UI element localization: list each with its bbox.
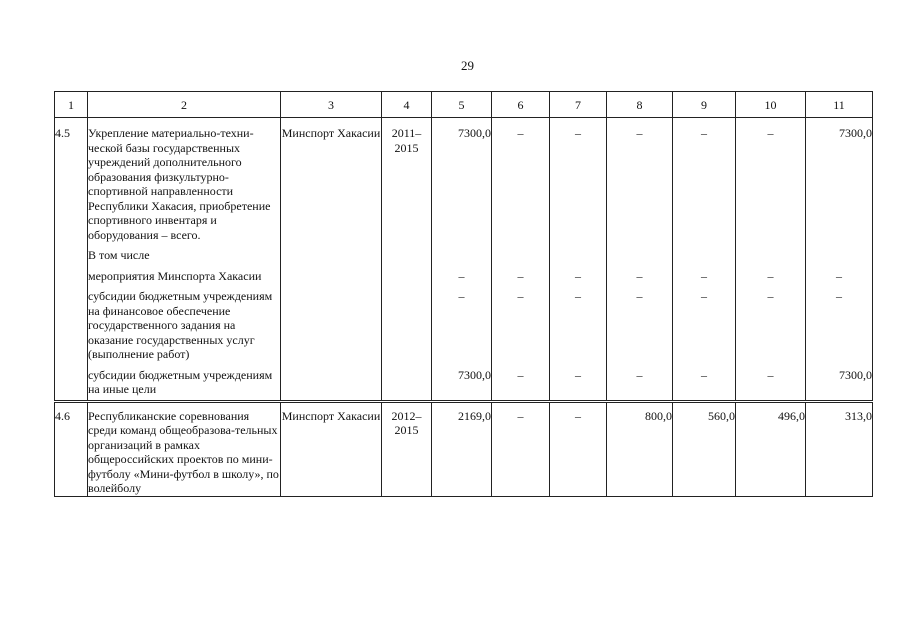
cell-col6: – [492, 362, 550, 402]
row-executor [281, 263, 382, 284]
cell-col5 [432, 242, 492, 263]
cell-col8: – [607, 283, 673, 362]
cell-col9: – [673, 362, 736, 402]
cell-col5: – [432, 283, 492, 362]
row-number: 4.6 [55, 401, 88, 496]
row-name: мероприятия Минспорта Хакасии [88, 263, 281, 284]
row-years [382, 362, 432, 402]
table-row [55, 401, 873, 496]
cell-col6: – [492, 283, 550, 362]
cell-col9: – [673, 263, 736, 284]
cell-col8 [607, 242, 673, 263]
cell-col11: 7300,0 [806, 362, 873, 402]
row-name: В том числе [88, 242, 281, 263]
row-executor [281, 283, 382, 362]
row-years: 2011–2015 [382, 118, 432, 243]
cell-col11: – [806, 263, 873, 284]
header-row [55, 92, 873, 118]
cell-col5: 7300,0 [432, 362, 492, 402]
cell-col7: – [550, 401, 607, 496]
page-number: 29 [461, 58, 474, 73]
cell-col11: 313,0 [806, 401, 873, 496]
cell-col7: – [550, 283, 607, 362]
cell-col8: – [607, 362, 673, 402]
cell-col10: 496,0 [736, 401, 806, 496]
cell-col9: – [673, 118, 736, 243]
cell-col8: – [607, 118, 673, 243]
cell-col10: – [736, 263, 806, 284]
header-cell: 4 [382, 92, 432, 118]
program-table [54, 91, 873, 497]
header-cell: 5 [432, 92, 492, 118]
cell-col5: – [432, 263, 492, 284]
row-name: субсидии бюджетным учреждениям на финансовое обеспечение государственного задания на оказание государственных услуг (выполнение работ) [88, 283, 281, 362]
cell-col7: – [550, 263, 607, 284]
header-cell: 11 [806, 92, 873, 118]
row-name: субсидии бюджетным учреждениям на иные цели [88, 362, 281, 402]
header-cell: 3 [281, 92, 382, 118]
cell-col11 [806, 242, 873, 263]
cell-col5: 7300,0 [432, 118, 492, 243]
cell-col9: – [673, 283, 736, 362]
cell-col8: 800,0 [607, 401, 673, 496]
row-executor: Минспорт Хакасии [281, 118, 382, 243]
cell-col8: – [607, 263, 673, 284]
table-row [55, 242, 873, 263]
row-number [55, 263, 88, 284]
row-name: Укрепление материально-техни-ческой базы государственных учреждений дополнительного образования физкультурно-спортивной направленности Республики Хакасия, приобретение спортивного инвентаря и оборудования – всего. [88, 118, 281, 243]
cell-col6 [492, 242, 550, 263]
cell-col6: – [492, 401, 550, 496]
header-cell: 2 [88, 92, 281, 118]
cell-col7: – [550, 362, 607, 402]
cell-col9 [673, 242, 736, 263]
row-years [382, 283, 432, 362]
header-cell: 6 [492, 92, 550, 118]
header-cell: 9 [673, 92, 736, 118]
cell-col6: – [492, 118, 550, 243]
cell-col11: 7300,0 [806, 118, 873, 243]
row-number [55, 283, 88, 362]
table-row [55, 263, 873, 284]
header-cell: 8 [607, 92, 673, 118]
table-row [55, 118, 873, 243]
cell-col10: – [736, 283, 806, 362]
row-years: 2012–2015 [382, 401, 432, 496]
cell-col7: – [550, 118, 607, 243]
cell-col10: – [736, 118, 806, 243]
row-number [55, 242, 88, 263]
row-executor: Минспорт Хакасии [281, 401, 382, 496]
table-row [55, 362, 873, 402]
header-cell: 7 [550, 92, 607, 118]
cell-col6: – [492, 263, 550, 284]
header-cell: 1 [55, 92, 88, 118]
cell-col11: – [806, 283, 873, 362]
cell-col5: 2169,0 [432, 401, 492, 496]
cell-col10: – [736, 362, 806, 402]
row-number [55, 362, 88, 402]
table-row [55, 283, 873, 362]
row-years [382, 242, 432, 263]
row-years [382, 263, 432, 284]
cell-col9: 560,0 [673, 401, 736, 496]
row-name: Республиканские соревнования среди команд общеобразова-тельных организаций в рамках общероссийских проектов по мини-футболу «Мини-футбол в школу», по волейболу [88, 401, 281, 496]
header-cell: 10 [736, 92, 806, 118]
row-executor [281, 362, 382, 402]
cell-col7 [550, 242, 607, 263]
row-number: 4.5 [55, 118, 88, 243]
row-executor [281, 242, 382, 263]
cell-col10 [736, 242, 806, 263]
